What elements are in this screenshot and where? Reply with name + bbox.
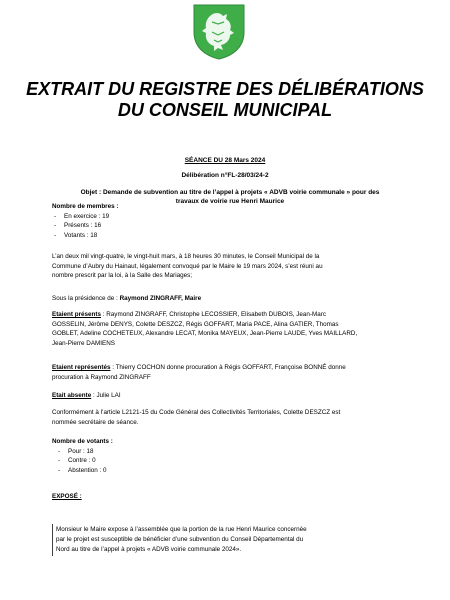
presidence-prefix: Sous la présidence de : (52, 295, 120, 302)
presidence-line (52, 294, 407, 304)
presents-line: GOBLET, Adeline COCHETEUX, Alexandre LECAT, Monika MAYEUX, Jean-Pierre LAUDE, Yves MAILLARD, (52, 330, 358, 337)
list-item: - Contre : 0 (56, 456, 407, 466)
absente-label: Etait absente (52, 392, 92, 399)
secretaire-paragraph (52, 408, 407, 427)
expose-paragraph (52, 525, 406, 555)
deliberation-number: Délibération n°FL-28/03/24-2 (181, 172, 269, 179)
votants-heading: Nombre de votants : (52, 438, 113, 445)
votants-section (52, 437, 407, 475)
votants-list (52, 447, 407, 476)
coat-of-arms-icon (190, 2, 248, 60)
absente-text: : Julie LAI (91, 392, 121, 399)
membres-list (52, 212, 407, 241)
objet-line1: Objet : Demande de subvention au titre de l’appel à projets « ADVB voirie communale » pour des (80, 189, 380, 196)
presents-paragraph (52, 310, 407, 348)
expose-line: Monsieur le Maire expose à l’assemblée que la portion de la rue Henri Maurice concernée (56, 526, 307, 533)
list-item: - Votants : 18 (52, 231, 407, 241)
list-item: - Abstention : 0 (56, 466, 407, 476)
expose-line: Nord au titre de l’appel à projets « ADVB voirie communale 2024». (56, 546, 242, 553)
objet-line2: travaux de voirie rue Henri Maurice (175, 198, 285, 205)
document-title-line1: EXTRAIT DU REGISTRE DES DÉLIBÉRATIONS (26, 79, 424, 99)
membres-heading: Nombre de membres : (52, 203, 119, 210)
intro-line: Commune d’Aubry du Hainaut, légalement convoqué par le Maire le 19 mars 2024, s’est réuni au (52, 262, 323, 270)
seance-date: SÉANCE DU 28 Mars 2024 (184, 157, 266, 164)
intro-line: L’an deux mil vingt-quatre, le vingt-huit mars, à 18 heures 30 minutes, le Conseil Municipal de la (52, 253, 320, 260)
expose-heading-block (52, 492, 407, 502)
intro-paragraph (52, 252, 407, 281)
expose-line: par le projet est susceptible de bénéficier d’une subvention du Conseil Départemental du (56, 536, 304, 543)
membres-section (52, 202, 407, 240)
absente-line (52, 391, 407, 401)
secretaire-line: Conformément à l’article L2121-15 du Code Général des Collectivités Territoriales, Colette DESZCZ est (52, 409, 341, 416)
expose-heading: EXPOSÉ : (52, 493, 82, 500)
representes-line: : Thierry COCHON donne procuration à Régis GOFFART, Françoise BONNÉ donne (110, 364, 346, 371)
secretaire-line: nommée secrétaire de séance. (52, 418, 139, 426)
representes-paragraph (52, 363, 407, 382)
president-name: Raymond ZINGRAFF, Maire (119, 295, 202, 302)
presents-line: : Raymond ZINGRAFF, Christophe LECOSSIER, Elisabeth DUBOIS, Jean-Marc (101, 311, 327, 318)
presents-line: GOSSELIN, Jérôme DENYS, Colette DESZCZ, Régis GOFFART, Maria PACE, Alina GATIER, Thomas (52, 320, 339, 328)
list-item: - Pour : 18 (56, 447, 407, 457)
representes-line: procuration à Raymond ZINGRAFF (52, 373, 151, 381)
list-item: - En exercice : 19 (52, 212, 407, 222)
intro-line: nombre prescrit par la loi, à la Salle des Mariages; (52, 272, 192, 279)
representes-label: Etaient représentés (52, 364, 111, 371)
presents-label: Etaient présents (52, 311, 101, 318)
document-title-line2: DU CONSEIL MUNICIPAL (117, 100, 333, 120)
presents-line: Jean-Pierre DAMIENS (52, 339, 115, 347)
list-item: - Présents : 16 (52, 221, 407, 231)
